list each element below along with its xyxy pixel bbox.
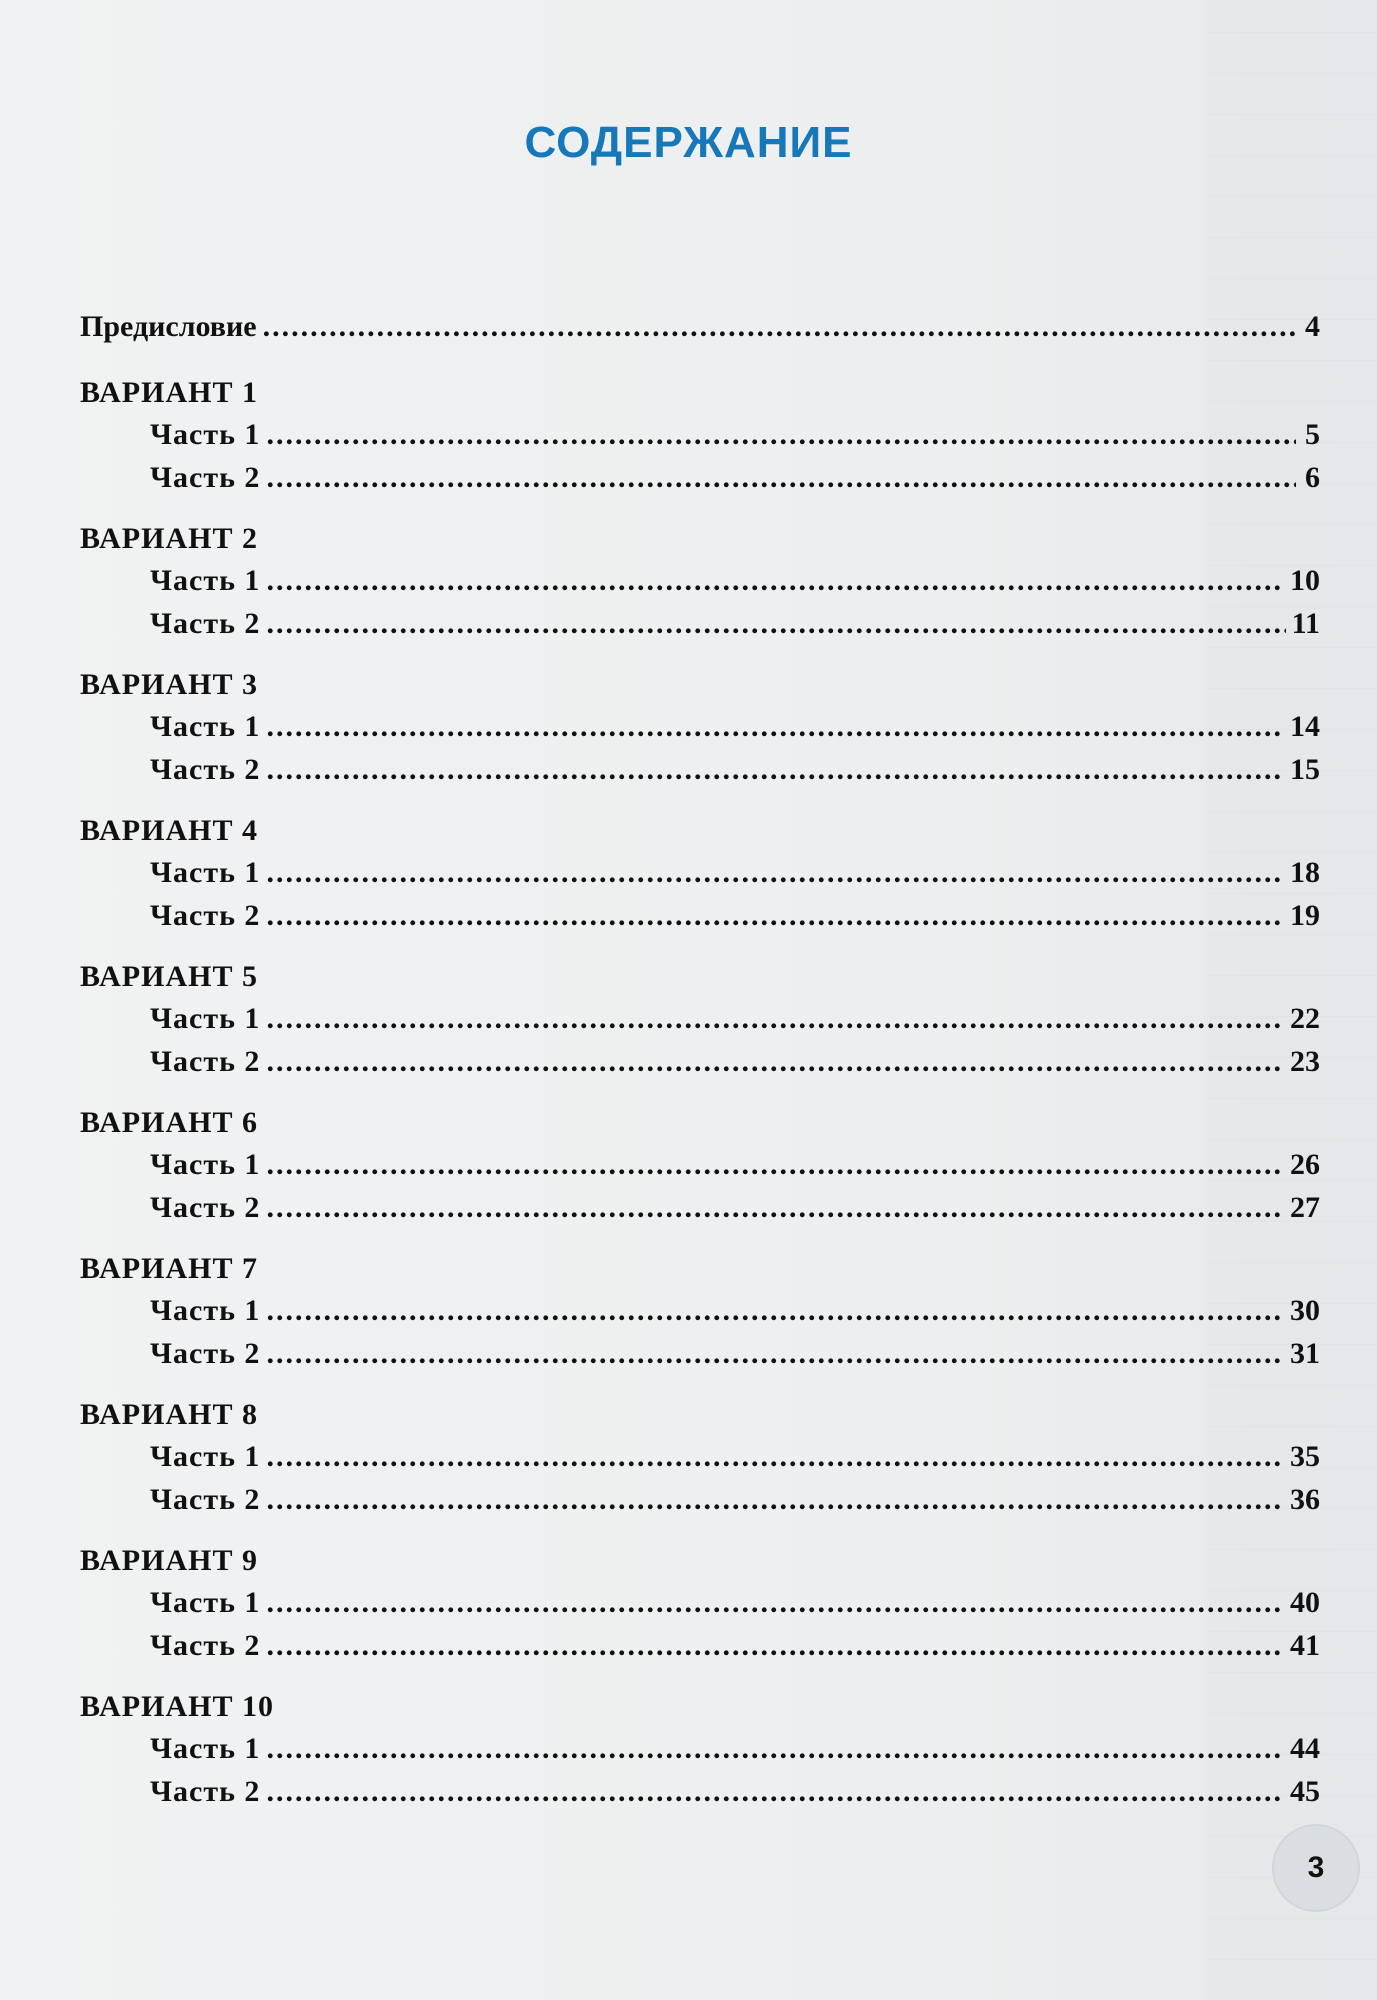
- toc-entry-part[interactable]: [80, 753, 1320, 796]
- toc-entry-part[interactable]: [80, 1440, 1320, 1483]
- toc-entry-label: Часть 1: [150, 1732, 261, 1765]
- toc-entry-part[interactable]: [80, 1732, 1320, 1775]
- toc-page-number: 4: [1305, 310, 1320, 343]
- toc-entry-part[interactable]: [80, 710, 1320, 753]
- dot-leader: [266, 1775, 1284, 1809]
- toc-page-number: 35: [1290, 1440, 1320, 1473]
- dot-leader: [266, 1483, 1284, 1517]
- toc-entry-label: Часть 2: [150, 899, 261, 932]
- dot-leader: [266, 1148, 1284, 1182]
- toc-entry-part[interactable]: [80, 1148, 1320, 1191]
- dot-leader: [266, 1586, 1284, 1620]
- toc-page-number: 41: [1290, 1629, 1320, 1662]
- dot-leader: [266, 856, 1284, 890]
- toc-entry-label: Часть 1: [150, 418, 261, 451]
- toc-entry-label: Часть 1: [150, 856, 261, 889]
- dot-leader: [266, 607, 1285, 641]
- toc-page-number: 18: [1290, 856, 1320, 889]
- toc-page-number: 44: [1290, 1732, 1320, 1765]
- toc-page-number: 45: [1290, 1775, 1320, 1808]
- toc-page-number: 19: [1290, 899, 1320, 932]
- toc-page-number: 15: [1290, 753, 1320, 786]
- toc-page-number: 26: [1290, 1148, 1320, 1181]
- variant-heading: ВАРИАНТ 2: [80, 522, 258, 555]
- variant-heading: ВАРИАНТ 1: [80, 376, 258, 409]
- toc-page-number: 23: [1290, 1045, 1320, 1078]
- variant-heading: ВАРИАНТ 4: [80, 814, 258, 847]
- dot-leader: [266, 1294, 1284, 1328]
- toc-entry-part[interactable]: [80, 1337, 1320, 1380]
- variant-heading: ВАРИАНТ 9: [80, 1544, 258, 1577]
- toc-entry-label: Часть 2: [150, 1191, 261, 1224]
- dot-leader: [266, 753, 1284, 787]
- dot-leader: [266, 1337, 1284, 1371]
- toc-entry-part[interactable]: [80, 564, 1320, 607]
- toc-page-number: 14: [1290, 710, 1320, 743]
- toc-entry-part[interactable]: [80, 856, 1320, 899]
- toc-entry-label: Часть 2: [150, 461, 261, 494]
- table-of-contents: [80, 310, 1320, 1818]
- toc-entry-label: Часть 2: [150, 1337, 261, 1370]
- toc-page-number: 11: [1291, 607, 1320, 640]
- variant-heading: ВАРИАНТ 5: [80, 960, 258, 993]
- toc-entry-preface[interactable]: [80, 310, 1320, 358]
- dot-leader: [266, 710, 1284, 744]
- toc-entry-part[interactable]: [80, 1294, 1320, 1337]
- toc-entry-label: Часть 1: [150, 1294, 261, 1327]
- toc-entry-part[interactable]: [80, 607, 1320, 650]
- toc-entry-part[interactable]: [80, 1483, 1320, 1526]
- dot-leader: [266, 1732, 1284, 1766]
- toc-page-number: 36: [1290, 1483, 1320, 1516]
- toc-entry-part[interactable]: [80, 418, 1320, 461]
- toc-entry-part[interactable]: [80, 1586, 1320, 1629]
- toc-entry-label: Часть 1: [150, 710, 261, 743]
- toc-page-number: 27: [1290, 1191, 1320, 1224]
- variant-heading: ВАРИАНТ 6: [80, 1106, 258, 1139]
- toc-entry-label: Часть 2: [150, 1629, 261, 1662]
- toc-entry-part[interactable]: [80, 461, 1320, 504]
- toc-entry-label: Часть 1: [150, 1002, 261, 1035]
- toc-entry-label: Часть 1: [150, 564, 261, 597]
- toc-entry-part[interactable]: [80, 1191, 1320, 1234]
- dot-leader: [266, 564, 1284, 598]
- toc-page-number: 10: [1290, 564, 1320, 597]
- toc-page-number: 6: [1305, 461, 1320, 494]
- toc-entry-label: Часть 2: [150, 1045, 261, 1078]
- page-number: 3: [1272, 1824, 1360, 1912]
- toc-entry-part[interactable]: [80, 1629, 1320, 1672]
- toc-entry-label: Часть 2: [150, 1775, 261, 1808]
- toc-entry-part[interactable]: [80, 1045, 1320, 1088]
- toc-page-number: 5: [1305, 418, 1320, 451]
- dot-leader: [266, 1629, 1284, 1663]
- dot-leader: [266, 1002, 1284, 1036]
- toc-page-number: 31: [1290, 1337, 1320, 1370]
- variant-heading: ВАРИАНТ 10: [80, 1690, 274, 1723]
- dot-leader: [266, 1440, 1284, 1474]
- toc-page-number: 40: [1290, 1586, 1320, 1619]
- toc-entry-label: Часть 1: [150, 1440, 261, 1473]
- toc-entry-part[interactable]: [80, 899, 1320, 942]
- toc-entry-label: Часть 2: [150, 607, 261, 640]
- dot-leader: [266, 1045, 1284, 1079]
- toc-entry-label: Часть 2: [150, 753, 261, 786]
- toc-entry-part[interactable]: [80, 1775, 1320, 1818]
- page-title: СОДЕРЖАНИЕ: [524, 118, 853, 167]
- toc-entry-label: Предисловие: [80, 310, 257, 343]
- dot-leader: [266, 461, 1296, 495]
- toc-page-number: 30: [1290, 1294, 1320, 1327]
- dot-leader: [266, 1191, 1284, 1225]
- toc-entry-label: Часть 2: [150, 1483, 261, 1516]
- toc-entry-label: Часть 1: [150, 1586, 261, 1619]
- dot-leader: [266, 418, 1296, 452]
- toc-page-number: 22: [1290, 1002, 1320, 1035]
- toc-entry-part[interactable]: [80, 1002, 1320, 1045]
- variant-heading: ВАРИАНТ 3: [80, 668, 258, 701]
- variant-heading: ВАРИАНТ 7: [80, 1252, 258, 1285]
- dot-leader: [266, 899, 1284, 933]
- toc-entry-label: Часть 1: [150, 1148, 261, 1181]
- dot-leader: [263, 310, 1296, 344]
- variant-heading: ВАРИАНТ 8: [80, 1398, 258, 1431]
